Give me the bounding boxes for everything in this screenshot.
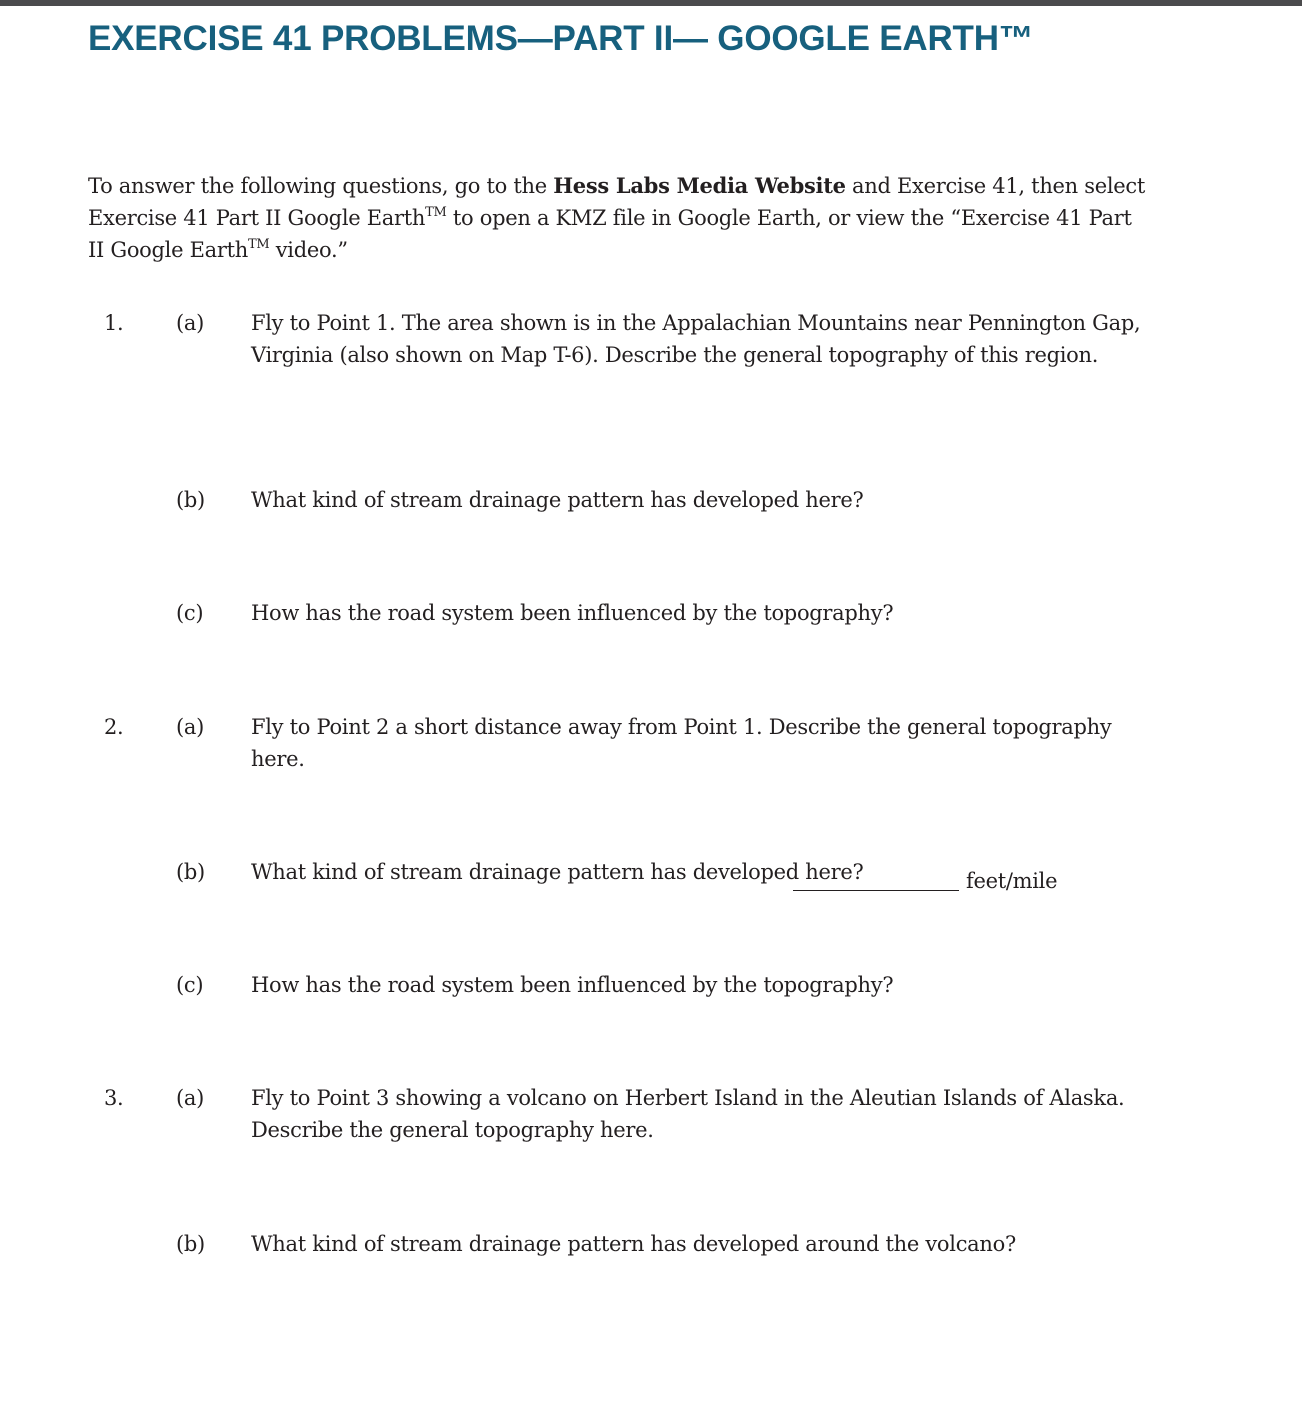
trademark-mark: TM [425,205,447,220]
answer-unit-label: feet/mile [966,869,1058,893]
question-2a-text: Fly to Point 2 a short distance away from Point 1. Describe the general topography here. [251,715,1112,771]
question-1a-letter: (a) [176,311,205,335]
question-number-3: 3. [104,1086,124,1110]
question-1b-text: What kind of stream drainage pattern has developed here? [251,488,864,512]
website-name: Hess Labs Media Website [553,173,846,198]
question-number-1: 1. [104,311,124,335]
page-title: EXERCISE 41 PROBLEMS—PART II— GOOGLE EARTH™ [88,19,1034,58]
question-2c-text: How has the road system been influenced by the topography? [251,973,894,997]
intro-text-1: To answer the following questions, go to the [88,174,554,198]
question-1c-text: How has the road system been influenced by the topography? [251,601,894,625]
question-1b-letter: (b) [176,488,205,512]
intro-text-4: video.” [269,238,348,262]
question-3a-text: Fly to Point 3 showing a volcano on Herbert Island in the Aleutian Islands of Alaska. Describe the general topography here. [251,1086,1125,1142]
question-2c-letter: (c) [176,973,204,997]
question-1a-text: Fly to Point 1. The area shown is in the Appalachian Mountains near Pennington Gap, Virginia (also shown on Map T-6). Describe the general topography of this region. [251,311,1141,367]
intro-text-2: and Exercise 41, then select Exercise 41 Part II Google Earth [88,174,1146,230]
question-2b-letter: (b) [176,860,205,884]
question-2b-text: What kind of stream drainage pattern has developed here? [251,860,864,884]
question-3b-text: What kind of stream drainage pattern has developed around the volcano? [251,1232,1016,1256]
question-3b-letter: (b) [176,1232,205,1256]
question-2a-letter: (a) [176,715,205,739]
question-number-2: 2. [104,715,124,739]
question-3a-letter: (a) [176,1086,205,1110]
trademark-mark: TM [247,237,270,252]
answer-blank-line[interactable] [793,890,959,891]
intro-text-3: to open a KMZ file in Google Earth, or view the “Exercise 41 Part II Google Earth [88,206,1132,262]
question-1c-letter: (c) [176,601,204,625]
intro-paragraph [88,170,1150,266]
top-rule [0,0,1302,6]
